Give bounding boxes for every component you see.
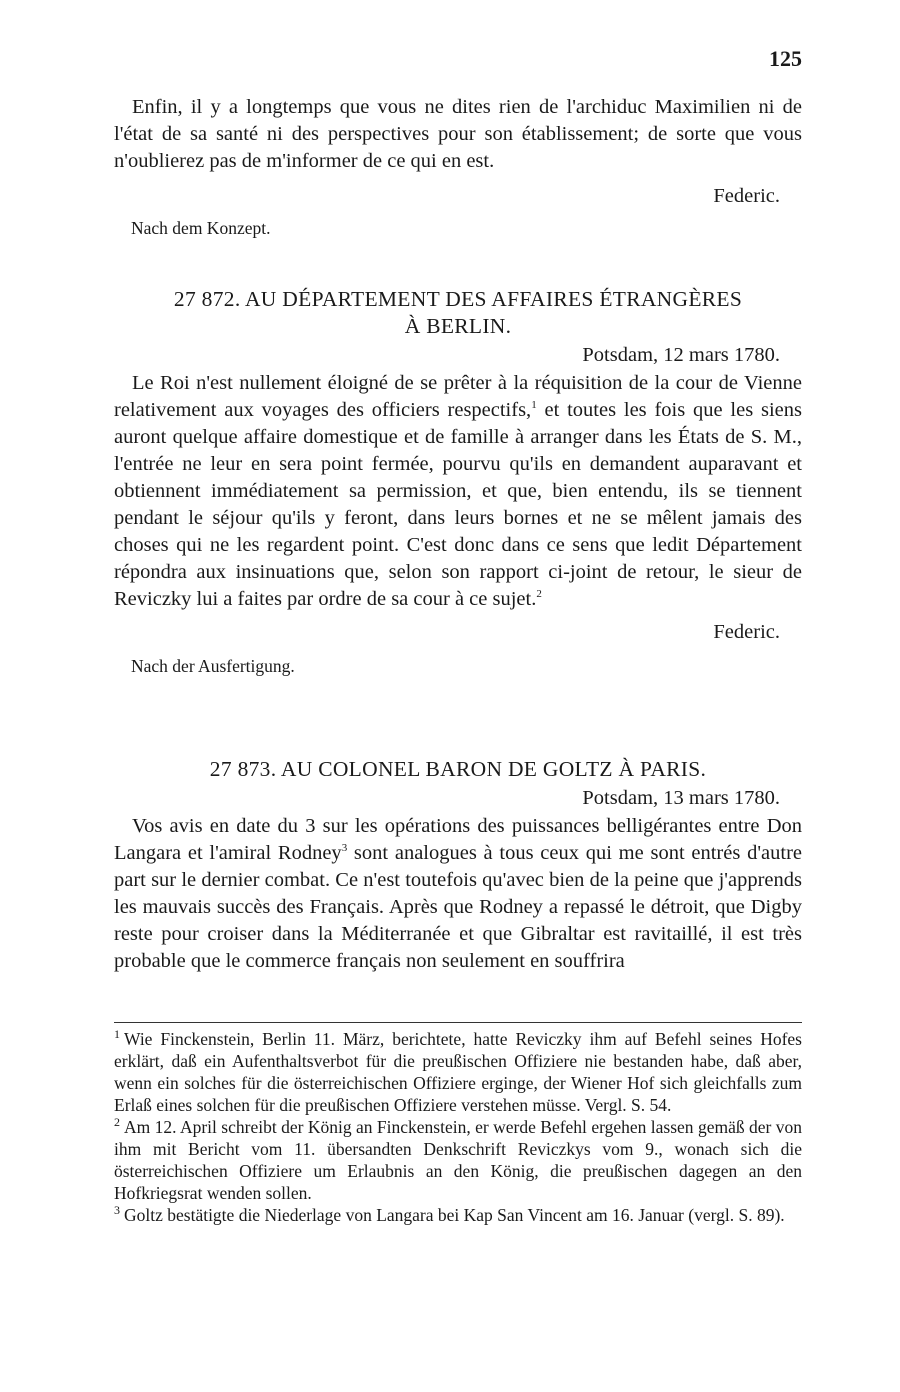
footnote-ref: 2 <box>536 588 542 601</box>
intro-paragraph: Enfin, il y a longtemps que vous ne dites rien de l'archiduc Maximilien ni de l'état de sa santé ni des perspectives pour son établissement; de sorte que vous n'oublierez pas de m'informer de ce qui en est. <box>114 96 802 172</box>
letter-heading-line1: 27 873. AU COLONEL BARON DE GOLTZ À PARIS. <box>209 757 707 781</box>
letter-heading-line2: À BERLIN. <box>404 314 512 338</box>
page-number: 125 <box>769 46 802 71</box>
letter-body-part1: Le Roi n'est nullement éloigné de se prêter à la réquisition de la cour de Vienne relativement aux voyages des officiers respectifs, <box>114 372 802 421</box>
letter-body-part1: Vos avis en date du 3 sur les opérations des puissances belligérantes entre Don Langara et l'amiral Rodney <box>114 815 802 864</box>
letter-heading-line1: 27 872. AU DÉPARTEMENT DES AFFAIRES ÉTRANGÈRES <box>173 287 743 311</box>
letter-body <box>114 370 802 613</box>
footnote-number: 2 <box>114 1115 120 1130</box>
intro-section <box>114 94 802 240</box>
footnote-2 <box>114 1116 802 1204</box>
footnote-ref: 1 <box>531 399 537 412</box>
footnote-divider <box>114 1022 802 1023</box>
letter-body-part2: sont analogues à tous ceux qui me sont entrés d'autre part sur le dernier combat. Ce n'est toutefois qu'avec bien de la peine que j'apprends les mauvais succès des Français. Après que Rodney a repassé le détroit, que Digby reste pour croiser dans la Méditerranée et que Gibraltar est ravitaillé, il est très probable que le commerce français non seulement en souffrira <box>114 842 802 972</box>
footnote-ref: 3 <box>341 842 348 855</box>
footnotes-section <box>114 1028 802 1226</box>
intro-signature: Federic. <box>713 185 780 207</box>
footnote-number: 3 <box>114 1203 120 1218</box>
letter-27872 <box>114 286 802 678</box>
footnote-number: 1 <box>114 1027 120 1042</box>
footnote-text: Wie Finckenstein, Berlin 11. März, berichtete, hatte Reviczky ihm auf Befehl seines Hofes erklärt, daß ein Aufenthaltsverbot für die preußischen Offiziere nie bestanden habe, daß aber, wenn ein solches für die österreichischen Offiziere erginge, der Wiener Hof sich gleichfalls zum Erlaß eines solchen für die preußischen Offiziere verstehen müsse. Vergl. S. 54. <box>114 1029 802 1115</box>
letter-dateline: Potsdam, 12 mars 1780. <box>582 344 780 366</box>
footnote-1 <box>114 1028 802 1116</box>
footnote-text: Goltz bestätigte die Niederlage von Langara bei Kap San Vincent am 16. Januar (vergl. S. 89). <box>124 1205 785 1225</box>
intro-source: Nach dem Konzept. <box>131 218 271 238</box>
letter-source: Nach der Ausfertigung. <box>131 656 295 676</box>
letter-body <box>114 813 802 975</box>
footnote-text: Am 12. April schreibt der König an Finckenstein, er werde Befehl ergehen lassen gemäß der von ihm mit Bericht vom 11. übersandten Denkschrift Reviczkys vom 9., wonach sich die österreichischen Offiziere um Erlaubnis an den König, die preußischen dagegen an den Hofkriegsrat wenden sollen. <box>114 1117 802 1203</box>
letter-dateline: Potsdam, 13 mars 1780. <box>582 787 780 809</box>
letter-signature: Federic. <box>713 621 780 643</box>
footnote-3 <box>114 1204 802 1226</box>
letter-body-part2: et toutes les fois que les siens auront quelque affaire domestique et de famille à arranger dans les États de S. M., l'entrée ne leur en sera point fermée, pourvu qu'ils en demandent auparavant et obtiennent immédiatement sa permission, et que, bien entendu, ils se tiennent pendant le séjour qu'ils y feront, dans leurs bornes et ne se mêlent jamais des choses qui ne les regardent point. C'est donc dans ce sens que ledit Département répondra aux insinuations que, selon son rapport ci-joint de retour, le sieur de Reviczky lui a faites par ordre de sa cour à ce sujet. <box>114 399 802 610</box>
letter-27873 <box>114 756 802 975</box>
